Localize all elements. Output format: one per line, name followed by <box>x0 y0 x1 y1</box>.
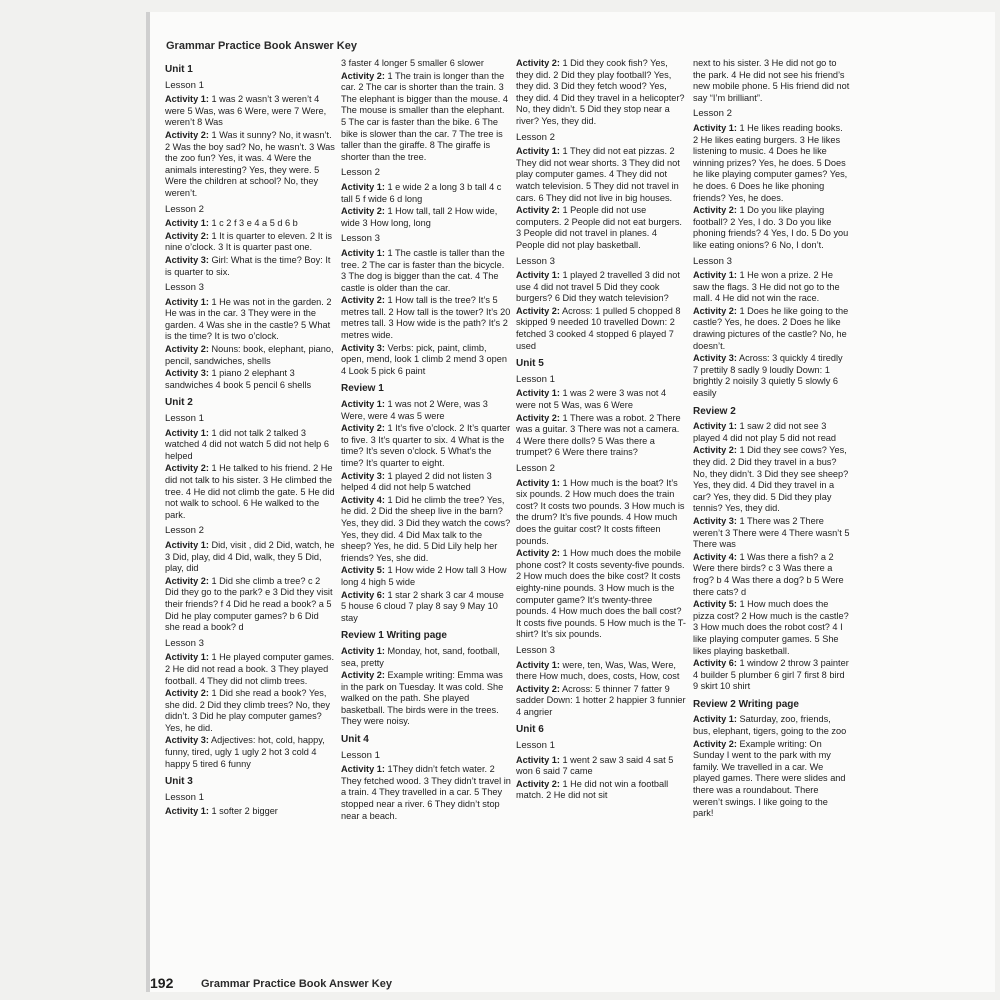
activity-text: 1 window 2 throw 3 painter 4 builder 5 plumber 6 girl 7 first 8 bird 9 skirt 10 shirt <box>693 658 849 692</box>
activity-label: Activity 2: <box>165 575 209 586</box>
activity-answer <box>341 182 511 205</box>
activity-label: Activity 1: <box>516 270 560 281</box>
activity-label: Activity 2: <box>165 230 209 241</box>
unit-heading: Unit 5 <box>516 358 544 370</box>
activity-text: 1 played 2 travelled 3 did not use 4 did not travel 5 Did they cook burgers? 6 Did they watch television? <box>516 270 680 304</box>
activity-text: 1 He did not win a football match. 2 He did not sit <box>516 778 669 801</box>
activity-answer <box>341 495 511 565</box>
activity-answer <box>516 388 686 411</box>
activity-answer <box>693 658 850 693</box>
activity-answer <box>341 471 511 494</box>
activity-label: Activity 1: <box>693 714 737 725</box>
activity-text: Did, visit , did 2 Did, watch, he 3 Did, play, did 4 Did, walk, they 5 Did, play, did <box>165 539 335 574</box>
activity-label: Activity 1: <box>165 806 209 817</box>
activity-answer <box>341 670 511 728</box>
activity-text: 1 There was 2 There weren’t 3 There were 4 There wasn’t 5 There was <box>693 515 850 550</box>
activity-answer <box>341 58 511 70</box>
page-title: Grammar Practice Book Answer Key <box>166 40 357 52</box>
activity-text: 1 How tall, tall 2 How wide, wide 3 How long, long <box>341 206 498 228</box>
unit-heading: Unit 3 <box>165 776 193 788</box>
activity-answer <box>693 714 850 737</box>
activity-label: Activity 2: <box>341 206 385 217</box>
activity-label: Activity 1: <box>341 247 385 258</box>
activity-label: Activity 1: <box>341 645 385 656</box>
activity-label: Activity 1: <box>693 270 737 281</box>
activity-label: Activity 1: <box>165 652 209 663</box>
activity-text: 1 was 2 wasn’t 3 weren’t 4 were 5 Was, was 6 Were, were 7 Were, weren’t 8 Was <box>165 94 327 128</box>
activity-label: Activity 2: <box>516 412 560 423</box>
activity-text: Nouns: book, elephant, piano, pencil, sandwiches, shells <box>165 344 334 366</box>
activity-text: 1 Did he climb the tree? Yes, he did. 2 Did the sheep live in the barn? Yes, they did. 3 Did they watch the cows? Yes, they did. 4 Did Max talk to the sheep? Yes, he did. 5 Did Lily help her friends? Yes, she did. <box>341 494 511 563</box>
lesson-heading: Lesson 3 <box>693 255 732 267</box>
lesson-heading: Lesson 3 <box>516 644 555 656</box>
activity-label: Activity 1: <box>165 539 209 550</box>
activity-answer <box>165 231 335 254</box>
activity-label: Activity 1: <box>341 399 385 410</box>
activity-answer <box>693 123 850 204</box>
unit-heading: Unit 6 <box>516 724 544 736</box>
activity-text: Across: 1 pulled 5 chopped 8 skipped 9 needed 10 travelled Down: 2 fetched 3 cooked 4 stopped 6 played 7 used <box>516 305 681 351</box>
activity-text: 1 Did they cook fish? Yes, they did. 2 Did they play football? Yes, they did. 3 Did they fetch wood? Yes, they did. 4 Did they travel in a helicopter? No, they didn’t. 5 Did they stop near a river? Yes, they did. <box>516 58 685 126</box>
activity-answer <box>165 735 335 770</box>
activity-text: Across: 3 quickly 4 tiredly 7 prettily 8 sadly 9 loudly Down: 1 brightly 2 noisily 3 quietly 5 slowly 6 easily <box>693 353 843 399</box>
activity-answer <box>516 205 686 251</box>
activity-text: 1 How tall is the tree? It’s 5 metres tall. 2 How tall is the tower? It’s 20 metres tall. 3 How wide is the path? It’s 2 metres wide. <box>341 295 511 341</box>
activity-answer <box>693 353 850 399</box>
activity-text: 1 saw 2 did not see 3 played 4 did not play 5 did not read <box>693 421 837 443</box>
activity-text: Monday, hot, sand, football, sea, pretty <box>341 645 500 668</box>
activity-answer <box>165 806 335 818</box>
lesson-heading: Lesson 2 <box>516 131 555 143</box>
activity-text: Across: 5 thinner 7 fatter 9 sadder Down: 1 hotter 2 happier 3 funnier 4 angrier <box>516 683 686 717</box>
answer-column-1 <box>165 58 335 819</box>
activity-answer <box>341 343 511 378</box>
activity-answer <box>341 764 511 822</box>
activity-answer <box>165 652 335 687</box>
activity-answer <box>516 306 686 352</box>
activity-answer <box>165 94 335 129</box>
activity-label: Activity 1: <box>165 218 209 229</box>
activity-text: 1 Was it sunny? No, it wasn’t. 2 Was the boy sad? No, he wasn’t. 3 Was the zoo fun? Yes, it was. 4 Were the animals interesting? Yes, they were. 5 Were the children at school? No, they weren’t. <box>165 129 335 198</box>
lesson-heading: Lesson 2 <box>516 463 555 474</box>
activity-answer <box>165 463 335 521</box>
activity-label: Activity 2: <box>693 738 737 749</box>
activity-label: Activity 2: <box>693 305 737 316</box>
activity-text: 1 e wide 2 a long 3 b tall 4 c tall 5 f wide 6 d long <box>341 181 502 204</box>
activity-label: Activity 2: <box>341 295 385 306</box>
activity-label: Activity 1: <box>165 94 209 105</box>
activity-text: 1 He likes reading books. 2 He likes eating burgers. 3 He likes listening to music. 4 Does he like winning prizes? Yes, he does. 5 Does he like playing computer games? Yes, he does. 6 Does he like phoning friends? Yes, he does. <box>693 122 848 203</box>
activity-label: Activity 1: <box>341 181 385 192</box>
answer-column-2 <box>341 58 511 823</box>
activity-label: Activity 2: <box>516 305 560 316</box>
activity-label: Activity 5: <box>693 599 737 610</box>
activity-text: 1 softer 2 bigger <box>208 806 278 817</box>
lesson-heading: Lesson 2 <box>165 203 204 215</box>
activity-answer <box>165 130 335 200</box>
lesson-heading: Lesson 1 <box>165 413 204 425</box>
lesson-heading: Lesson 3 <box>165 637 204 649</box>
activity-answer <box>516 755 686 778</box>
activity-text: 1 did not talk 2 talked 3 watched 4 did not watch 5 did not help 6 helped <box>165 427 329 461</box>
activity-answer <box>693 306 850 352</box>
activity-text: 1 Did she climb a tree? c 2 Did they go to the park? e 3 Did they visit their friends? f 4 Did he read a book? a 5 Did he play computer games? b 6 Did she read a book? d <box>165 575 333 633</box>
activity-text: 3 faster 4 longer 5 smaller 6 slower <box>341 58 484 68</box>
activity-answer <box>693 205 850 251</box>
activity-text: Verbs: pick, paint, climb, open, mend, look 1 climb 2 mend 3 open 4 Look 5 pick 6 paint <box>341 342 507 376</box>
activity-label: Activity 1: <box>516 477 560 488</box>
activity-label: Activity 4: <box>693 551 737 562</box>
activity-label: Activity 3: <box>341 342 385 353</box>
unit-heading: Review 2 <box>693 405 736 417</box>
activity-text: 1 People did not use computers. 2 People did not eat burgers. 3 People did not travel in planes. 4 People did not play basketball. <box>516 205 682 250</box>
activity-label: Activity 2: <box>341 423 385 434</box>
activity-answer <box>341 206 511 229</box>
activity-answer <box>516 660 686 683</box>
activity-text: 1 How much does the mobile phone cost? It costs seventy-five pounds. 2 How much does the bike cost? It costs eighty-nine pounds. 3 How much is the computer game? It’s twenty-three pounds. 4 How much does the ball cost? It costs five pounds. 5 How much is the T-shirt? It’s six pounds. <box>516 548 686 640</box>
activity-label: Activity 2: <box>165 463 209 474</box>
activity-answer <box>516 684 686 719</box>
activity-label: Activity 2: <box>165 688 209 699</box>
activity-label: Activity 2: <box>516 548 560 559</box>
activity-text: 1 Did she read a book? Yes, she did. 2 Did they climb trees? No, they didn’t. 3 Did he play computer games? Yes, he did. <box>165 688 330 733</box>
activity-answer <box>341 399 511 422</box>
activity-label: Activity 1: <box>165 296 209 307</box>
activity-text: 1 He played computer games. 2 He did not read a book. 3 They played football. 4 They did not climb trees. <box>165 652 335 686</box>
activity-text: 1 How wide 2 How tall 3 How long 4 high 5 wide <box>341 565 507 587</box>
activity-answer <box>165 428 335 463</box>
activity-text: 1 played 2 did not listen 3 helped 4 did not help 5 watched <box>341 470 492 493</box>
activity-label: Activity 3: <box>165 735 209 746</box>
activity-answer <box>516 779 686 802</box>
activity-text: 1They didn’t fetch water. 2 They fetched wood. 3 They didn’t travel in a train. 4 They travelled in a car. 5 They stopped near a river. 6 They didn’t stop near a beach. <box>341 764 511 821</box>
activity-text: 1 They did not eat pizzas. 2 They did not wear shorts. 3 They did not play computer games. 4 They did not watch television. 5 They did not travel in cars. 6 They did not live in big houses. <box>516 146 680 203</box>
unit-heading: Unit 2 <box>165 397 193 409</box>
lesson-heading: Lesson 1 <box>165 79 204 91</box>
activity-answer <box>516 146 686 204</box>
lesson-heading: Lesson 2 <box>165 525 204 537</box>
activity-text: 1 He was not in the garden. 2 He was in the car. 3 They were in the garden. 4 Was she in the castle? 5 What is the time? It is two o’clock. <box>165 296 332 342</box>
activity-text: 1 star 2 shark 3 car 4 mouse 5 house 6 cloud 7 play 8 say 9 May 10 stay <box>341 589 504 623</box>
activity-label: Activity 2: <box>341 670 385 681</box>
activity-text: 1 went 2 saw 3 said 4 sat 5 won 6 said 7 came <box>516 754 674 777</box>
activity-answer <box>341 295 511 341</box>
activity-text: 1 The train is longer than the car. 2 The car is shorter than the train. 3 The elephant is bigger than the mouse. 4 The mouse is smaller than the elephant. 5 The car is faster than the bike. 6 The bike is slower than the car. 7 The tree is taller than the giraffe. 8 The giraffe is shorter than the tree. <box>341 70 509 162</box>
activity-answer <box>165 540 335 575</box>
activity-label: Activity 3: <box>165 368 209 379</box>
activity-answer <box>165 297 335 343</box>
unit-heading: Unit 4 <box>341 734 369 746</box>
activity-label: Activity 4: <box>341 494 385 505</box>
lesson-heading: Lesson 3 <box>341 233 380 245</box>
lesson-heading: Lesson 2 <box>341 167 380 179</box>
activity-label: Activity 2: <box>341 70 385 81</box>
activity-text: 1 How much is the boat? It’s six pounds. 2 How much does the train cost? It costs two pounds. 3 How much is the drum? It’s five pounds. 4 How much does the guitar cost? It costs fifteen pounds. <box>516 477 685 546</box>
activity-answer <box>516 548 686 641</box>
activity-label: Activity 1: <box>516 388 560 399</box>
activity-label: Activity 3: <box>341 470 385 481</box>
lesson-heading: Lesson 2 <box>693 108 732 120</box>
activity-text: Adjectives: hot, cold, happy, funny, tired, ugly 1 ugly 2 hot 3 cold 4 happy 5 tired 6 funny <box>165 735 325 769</box>
activity-text: Saturday, zoo, friends, bus, elephant, tigers, going to the zoo <box>693 714 847 737</box>
activity-answer <box>693 445 850 515</box>
activity-answer <box>165 255 335 278</box>
activity-text: Example writing: On Sunday I went to the park with my family. We travelled in a car. We played games. There were slides and there was a roundabout. There weren’t swings. I like going to the park! <box>693 738 846 819</box>
lesson-heading: Lesson 1 <box>516 740 555 752</box>
activity-label: Activity 1: <box>516 754 560 765</box>
activity-answer <box>341 590 511 625</box>
activity-answer <box>693 516 850 551</box>
activity-answer <box>165 688 335 734</box>
activity-label: Activity 2: <box>693 205 737 216</box>
activity-answer <box>516 270 686 305</box>
activity-answer <box>693 421 850 444</box>
activity-answer <box>341 248 511 294</box>
activity-answer <box>165 344 335 367</box>
activity-answer <box>693 552 850 598</box>
activity-text: 1 It is quarter to eleven. 2 It is nine o’clock. 3 It is quarter past one. <box>165 230 332 253</box>
unit-heading: Unit 1 <box>165 64 193 75</box>
activity-text: 1 piano 2 elephant 3 sandwiches 4 book 5 pencil 6 shells <box>165 368 312 390</box>
activity-answer <box>165 218 335 230</box>
activity-text: 1 was not 2 Were, was 3 Were, were 4 was 5 were <box>341 399 488 421</box>
activity-text: 1 There was a robot. 2 There was a guitar. 3 There was not a camera. 4 Were there dolls? 5 Was there a trumpet? 6 Were there trains? <box>516 412 681 458</box>
activity-text: 1 c 2 f 3 e 4 a 5 d 6 b <box>208 218 298 229</box>
activity-label: Activity 1: <box>693 421 737 432</box>
activity-answer <box>516 413 686 459</box>
activity-answer <box>693 599 850 657</box>
activity-label: Activity 2: <box>516 205 560 216</box>
activity-label: Activity 3: <box>693 515 737 526</box>
activity-text: 1 Was there a fish? a 2 Were there birds? c 3 Was there a frog? b 4 Was there a dog? b 5 Were there cats? d <box>693 551 844 597</box>
activity-answer <box>341 565 511 588</box>
activity-text: 1 How much does the pizza cost? 2 How much is the castle? 3 How much does the robot cost? 4 I like playing computer games. 5 She likes playing basketball. <box>693 599 849 656</box>
activity-answer <box>693 739 850 820</box>
unit-heading: Review 1 Writing page <box>341 630 447 642</box>
answer-column-4 <box>693 58 850 958</box>
activity-text: were, ten, Was, Was, Were, there How much, does, costs, How, cost <box>516 659 680 682</box>
activity-answer <box>341 71 511 164</box>
lesson-heading: Lesson 1 <box>516 373 555 385</box>
activity-label: Activity 2: <box>516 58 560 68</box>
activity-text: next to his sister. 3 He did not go to the park. 4 He did not see his friend’s new mobile phone. 5 His friend did not say “I’m brilliant”. <box>693 58 850 103</box>
activity-label: Activity 1: <box>165 427 209 438</box>
lesson-heading: Lesson 1 <box>341 749 380 761</box>
activity-label: Activity 2: <box>693 445 737 456</box>
activity-text: 1 Does he like going to the castle? Yes, he does. 2 Does he like drawing pictures of the castle? No, he doesn’t. <box>693 305 849 351</box>
activity-label: Activity 2: <box>165 129 209 140</box>
activity-label: Activity 2: <box>165 344 209 355</box>
unit-heading: Review 2 Writing page <box>693 698 799 710</box>
lesson-heading: Lesson 3 <box>516 255 555 267</box>
activity-text: 1 He won a prize. 2 He saw the flags. 3 He did not go to the mall. 4 He did not win the race. <box>693 270 840 304</box>
activity-label: Activity 5: <box>341 565 385 576</box>
activity-answer <box>693 58 850 104</box>
activity-answer <box>516 478 686 548</box>
activity-answer <box>693 270 850 305</box>
activity-label: Activity 1: <box>516 659 560 670</box>
activity-label: Activity 1: <box>341 764 385 775</box>
activity-answer <box>341 646 511 669</box>
activity-label: Activity 1: <box>516 146 560 157</box>
activity-label: Activity 6: <box>693 658 737 669</box>
activity-text: Example writing: Emma was in the park on Tuesday. It was cold. She walked on the path. She played basketball. The birds were in the trees. They were noisy. <box>341 670 504 727</box>
activity-answer <box>165 576 335 634</box>
activity-answer <box>165 368 335 391</box>
answer-column-3 <box>516 58 686 803</box>
activity-label: Activity 3: <box>165 254 209 265</box>
activity-text: Girl: What is the time? Boy: It is quarter to six. <box>165 254 331 277</box>
activity-text: 1 Do you like playing football? 2 Yes, I do. 3 Do you like phoning friends? 4 Yes, I do. 5 Do you like eating onions? 6 No, I don’t. <box>693 205 849 250</box>
activity-text: 1 It’s five o’clock. 2 It’s quarter to five. 3 It’s quarter to six. 4 What is the time? It’s seven o’clock. 5 What’s the time? It’s quarter to eight. <box>341 423 511 468</box>
activity-label: Activity 1: <box>693 122 737 133</box>
lesson-heading: Lesson 1 <box>165 791 204 803</box>
activity-text: 1 He talked to his friend. 2 He did not talk to his sister. 3 He climbed the tree. 4 He did not climb the gate. 5 He did not walk to school. 6 He walked to the park. <box>165 463 335 520</box>
activity-text: 1 Did they see cows? Yes, they did. 2 Did they travel in a bus? No, they didn’t. 3 Did they see sheep? Yes, they did. 4 Did they travel in a car? Yes, they did. 5 Did they play tennis? Yes, they did. <box>693 445 849 514</box>
page-number: 192 <box>150 975 174 991</box>
activity-answer <box>341 423 511 469</box>
activity-label: Activity 6: <box>341 589 385 600</box>
lesson-heading: Lesson 3 <box>165 282 204 294</box>
activity-label: Activity 3: <box>693 353 737 364</box>
activity-label: Activity 2: <box>516 683 560 694</box>
activity-label: Activity 2: <box>516 778 560 789</box>
activity-text: 1 The castle is taller than the tree. 2 The car is faster than the bicycle. 3 The dog is bigger than the cat. 4 The castle is older than the car. <box>341 247 505 293</box>
activity-text: 1 was 2 were 3 was not 4 were not 5 Was, was 6 Were <box>516 388 667 411</box>
unit-heading: Review 1 <box>341 383 384 395</box>
activity-answer <box>516 58 686 128</box>
footer-title: Grammar Practice Book Answer Key <box>201 978 392 990</box>
